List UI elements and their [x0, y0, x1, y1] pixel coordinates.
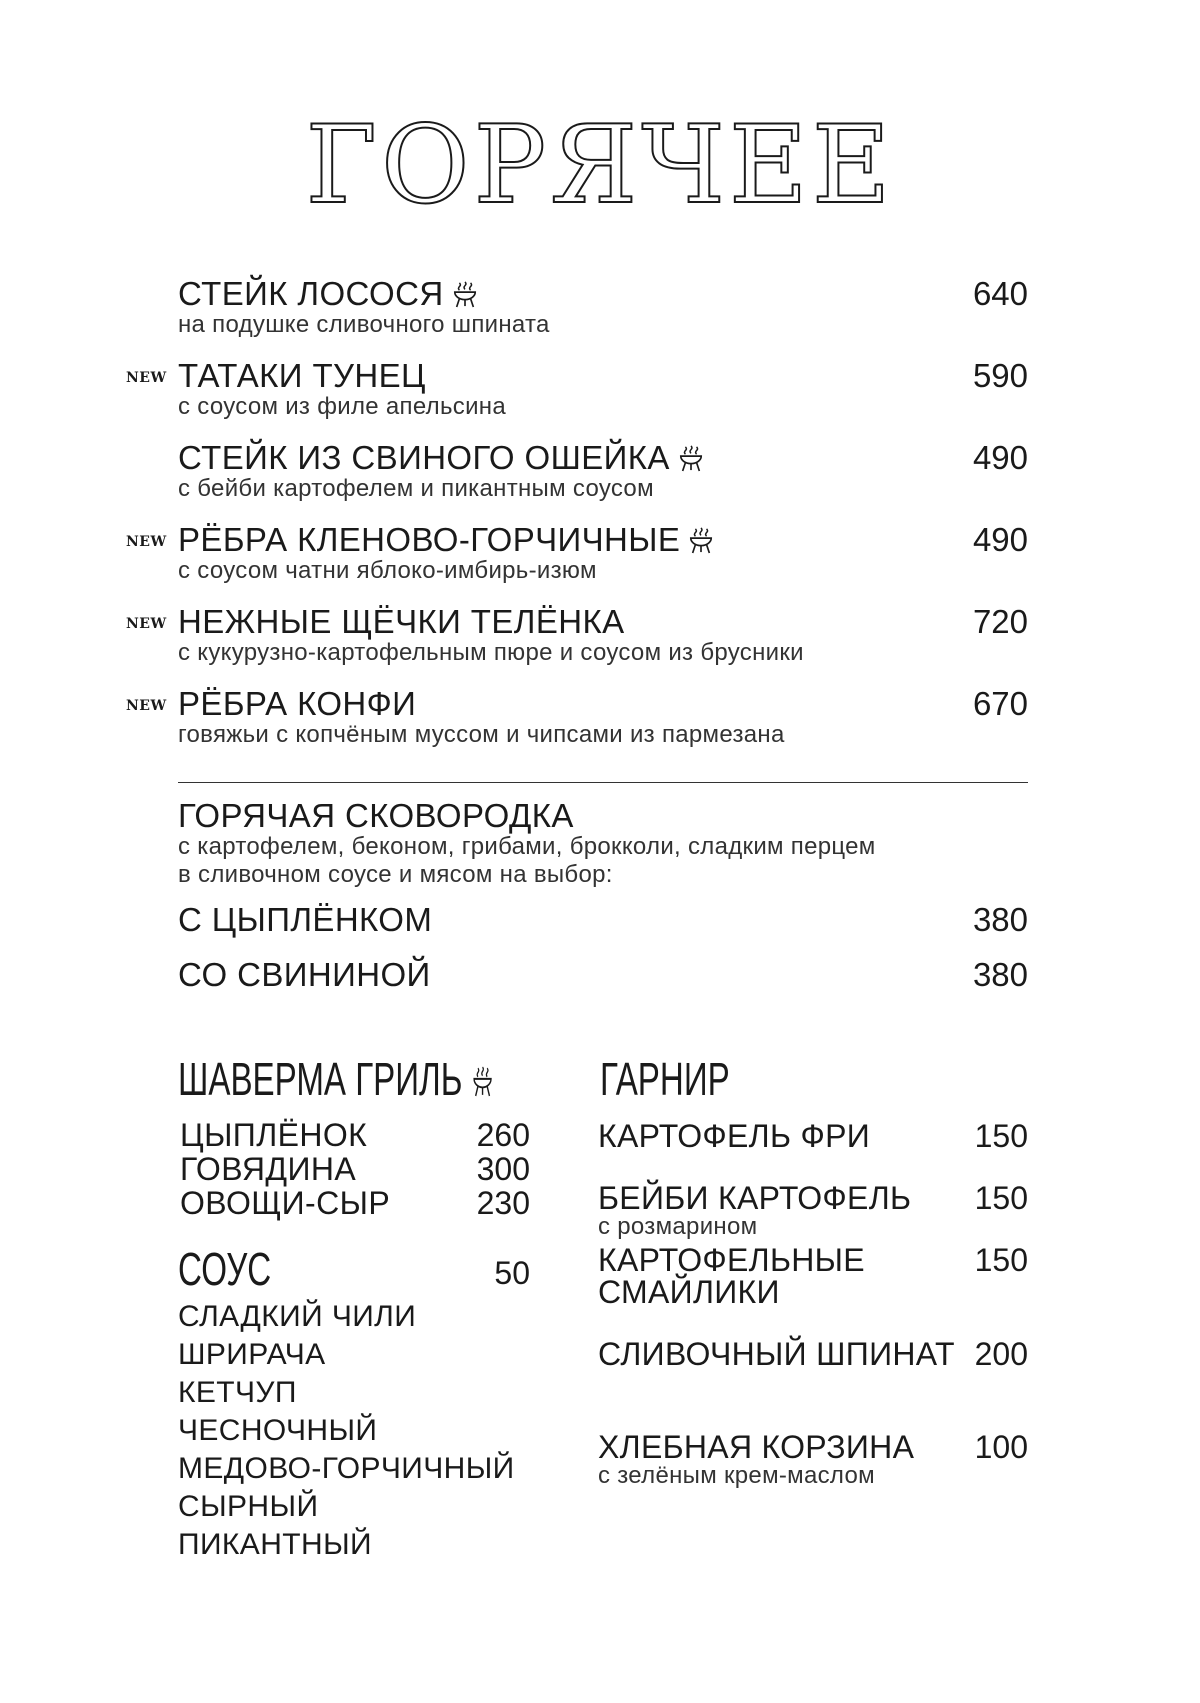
item-name: СТЕЙК ЛОСОСЯ: [178, 275, 444, 312]
grill-icon: [678, 444, 704, 472]
item-price: 720: [972, 603, 1028, 640]
garnish-item: [598, 1120, 1028, 1152]
sauce-price: 50: [494, 1255, 530, 1291]
skillet-desc-line: в сливочном соусе и мясом на выбор:: [178, 861, 613, 888]
garnish-item-name-line2: СМАЙЛИКИ: [598, 1274, 780, 1310]
item-price: 490: [972, 439, 1028, 476]
garnish-item: [598, 1431, 1028, 1489]
garnish-item-price: 150: [974, 1242, 1028, 1278]
section-divider: [178, 782, 1028, 783]
shawarma-item: [180, 1118, 530, 1152]
option-price: 380: [972, 901, 1028, 938]
item-name: ТАТАКИ ТУНЕЦ: [178, 357, 426, 394]
skillet-option: [178, 900, 1028, 940]
item-name: СТЕЙК ИЗ СВИНОГО ОШЕЙКА: [178, 439, 670, 476]
garnish-item-name: ХЛЕБНАЯ КОРЗИНА: [598, 1429, 915, 1465]
item-description: на подушке сливочного шпината: [178, 311, 550, 338]
skillet-description: [178, 833, 876, 889]
item-name: РЁБРА КЛЕНОВО-ГОРЧИЧНЫЕ: [178, 521, 681, 558]
new-badge: NEW: [126, 698, 167, 714]
skillet-desc-line: с картофелем, беконом, грибами, брокколи, сладким перцем: [178, 833, 876, 860]
sauce-item: МЕДОВО-ГОРЧИЧНЫЙ: [178, 1452, 515, 1485]
garnish-title: ГАРНИР: [600, 1053, 730, 1105]
item-price: 590: [972, 357, 1028, 394]
menu-item: [126, 520, 1028, 596]
grill-icon: [470, 1065, 496, 1097]
menu-item: [178, 438, 1028, 514]
menu-item: [126, 684, 1028, 760]
sauce-item: ЧЕСНОЧНЫЙ: [178, 1414, 378, 1447]
garnish-item: [598, 1182, 1028, 1240]
item-description: с бейби картофелем и пикантным соусом: [178, 475, 654, 502]
new-badge: NEW: [126, 534, 167, 550]
garnish-item-name: КАРТОФЕЛЬНЫЕ: [598, 1242, 865, 1278]
option-name: СО СВИНИНОЙ: [178, 956, 431, 993]
option-name: С ЦЫПЛЁНКОМ: [178, 901, 433, 938]
shawarma-item-price: 260: [476, 1117, 530, 1153]
sauce-item: СЫРНЫЙ: [178, 1490, 319, 1523]
shawarma-item: [180, 1186, 530, 1220]
new-badge: NEW: [126, 616, 167, 632]
garnish-item: [598, 1338, 1028, 1370]
garnish-item-description: с зелёным крем-маслом: [598, 1462, 875, 1489]
sauce-item: ШРИРАЧА: [178, 1338, 326, 1371]
shawarma-item-price: 300: [476, 1151, 530, 1187]
page-title: ГОРЯЧЕЕ: [305, 103, 895, 228]
sauce-item: КЕТЧУП: [178, 1376, 297, 1409]
skillet-option: [178, 955, 1028, 995]
item-description: с кукурузно-картофельным пюре и соусом из брусники: [178, 639, 804, 666]
grill-icon: [688, 526, 714, 554]
garnish-item-price: 100: [974, 1429, 1028, 1465]
new-badge: NEW: [126, 370, 167, 386]
shawarma-title-text: ШАВЕРМА ГРИЛЬ: [178, 1053, 463, 1105]
skillet-title: ГОРЯЧАЯ СКОВОРОДКА: [178, 797, 574, 834]
item-price: 490: [972, 521, 1028, 558]
menu-item: [178, 274, 1028, 350]
sauce-item: СЛАДКИЙ ЧИЛИ: [178, 1300, 417, 1333]
shawarma-item: [180, 1152, 530, 1186]
garnish-item-name: БЕЙБИ КАРТОФЕЛЬ: [598, 1180, 912, 1216]
item-description: с соусом из филе апельсина: [178, 393, 506, 420]
garnish-item-name: СЛИВОЧНЫЙ ШПИНАТ: [598, 1336, 955, 1372]
garnish-item: [598, 1244, 1028, 1308]
shawarma-title: [178, 1054, 496, 1104]
garnish-item-price: 200: [974, 1336, 1028, 1372]
sauce-item: ПИКАНТНЫЙ: [178, 1528, 372, 1561]
option-price: 380: [972, 956, 1028, 993]
item-description: говяжьи с копчёным муссом и чипсами из пармезана: [178, 721, 785, 748]
grill-icon: [452, 280, 478, 308]
menu-item: [126, 356, 1028, 432]
shawarma-item-price: 230: [476, 1185, 530, 1221]
item-price: 640: [972, 275, 1028, 312]
garnish-item-description: с розмарином: [598, 1213, 758, 1240]
item-description: с соусом чатни яблоко-имбирь-изюм: [178, 557, 597, 584]
garnish-item-name: КАРТОФЕЛЬ ФРИ: [598, 1118, 871, 1154]
garnish-item-price: 150: [974, 1180, 1028, 1216]
menu-item: [126, 602, 1028, 678]
sauce-title: СОУС: [178, 1243, 272, 1295]
shawarma-item-name: ЦЫПЛЁНОК: [180, 1117, 368, 1153]
item-price: 670: [972, 685, 1028, 722]
item-name: РЁБРА КОНФИ: [178, 685, 417, 722]
shawarma-item-name: ГОВЯДИНА: [180, 1151, 357, 1187]
shawarma-item-name: ОВОЩИ-СЫР: [180, 1185, 391, 1221]
garnish-item-price: 150: [974, 1118, 1028, 1154]
item-name: НЕЖНЫЕ ЩЁЧКИ ТЕЛЁНКА: [178, 603, 625, 640]
